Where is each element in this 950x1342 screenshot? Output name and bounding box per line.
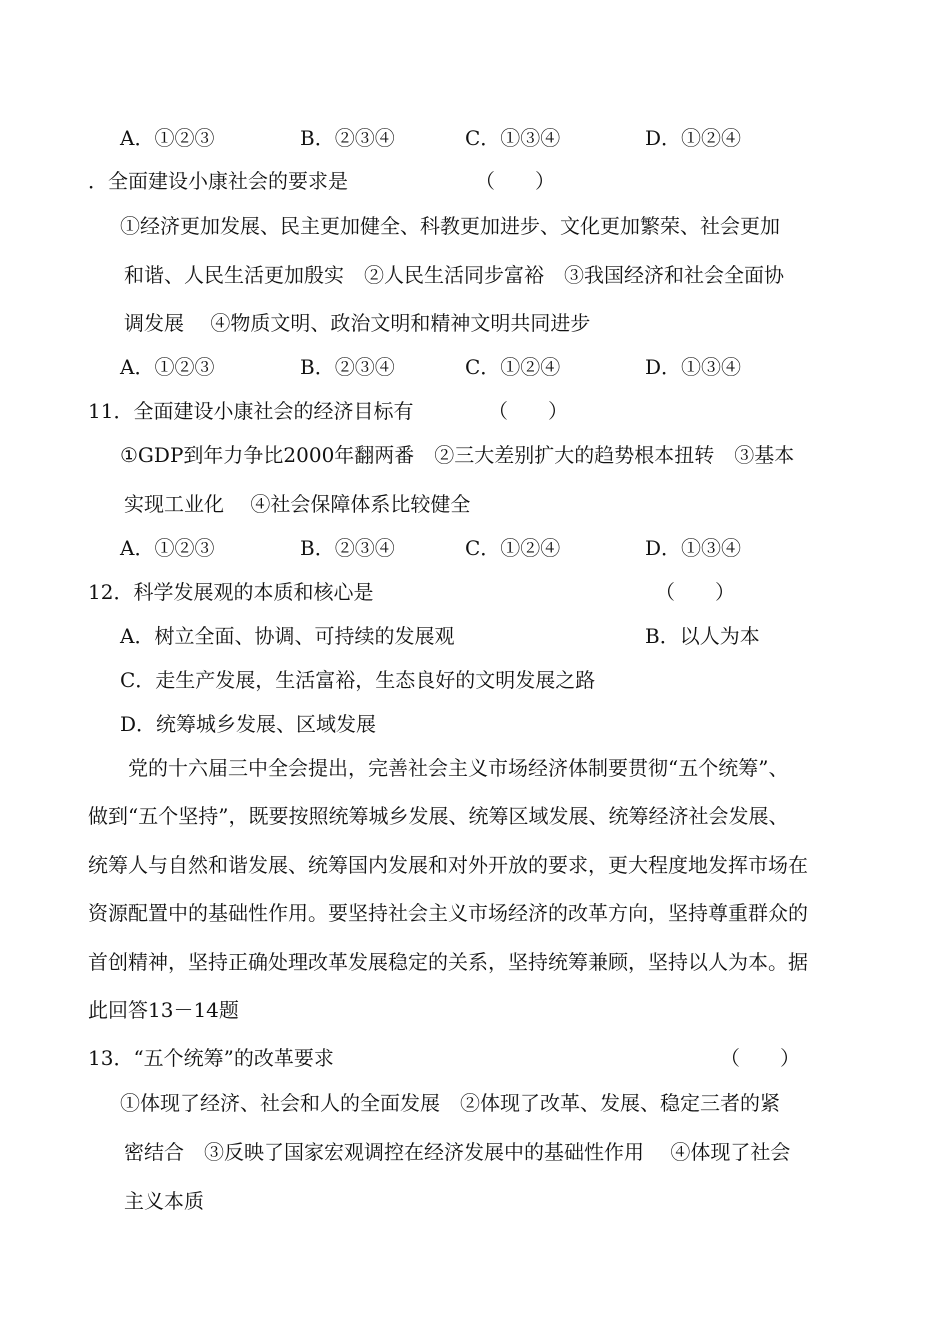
q11-answer-paren: （ ）: [488, 399, 568, 423]
q12-option-a: A．树立全面、协调、可持续的发展观: [120, 624, 455, 648]
q11-line-1: ①GDP到年力争比2000年翻两番 ②三大差别扩大的趋势根本扭转 ③基本: [120, 443, 795, 467]
q10-option-c: C．①②④: [465, 355, 561, 379]
q12-option-b: B．以人为本: [645, 624, 760, 648]
q13-answer-paren: （ ）: [720, 1046, 800, 1070]
q10-line-1: ①经济更加发展、民主更加健全、科教更加进步、文化更加繁荣、社会更加: [120, 214, 780, 238]
q13-stem: 13．“五个统筹”的改革要求: [88, 1046, 334, 1070]
passage-line-3: 统筹人与自然和谐发展、统筹国内发展和对外开放的要求，更大程度地发挥市场在: [88, 853, 808, 877]
q11-stem: 11．全面建设小康社会的经济目标有: [88, 399, 414, 423]
passage-line-4: 资源配置中的基础性作用。要坚持社会主义市场经济的改革方向，坚持尊重群众的: [88, 901, 808, 925]
q11-option-d: D．①③④: [645, 536, 742, 560]
q12-option-d: D．统筹城乡发展、区域发展: [120, 712, 377, 736]
passage-line-6: 此回答13－14题: [88, 998, 239, 1022]
q9-option-a: A．①②③: [120, 126, 215, 150]
q10-line-2: 和谐、人民生活更加殷实 ②人民生活同步富裕 ③我国经济和社会全面协: [124, 263, 784, 287]
q9-option-c: C．①③④: [465, 126, 561, 150]
q9-option-d: D．①②④: [645, 126, 742, 150]
passage-line-2: 做到“五个坚持”，既要按照统筹城乡发展、统筹区域发展、统筹经济社会发展、: [88, 804, 789, 828]
q13-line-3: 主义本质: [124, 1189, 204, 1213]
q11-option-b: B．②③④: [300, 536, 395, 560]
q11-option-c: C．①②④: [465, 536, 561, 560]
q11-option-a: A．①②③: [120, 536, 215, 560]
q12-option-c: C．走生产发展，生活富裕，生态良好的文明发展之路: [120, 668, 596, 692]
q10-option-d: D．①③④: [645, 355, 742, 379]
passage-line-1: 党的十六届三中全会提出，完善社会主义市场经济体制要贯彻“五个统筹”、: [128, 756, 789, 780]
q13-line-1: ①体现了经济、社会和人的全面发展 ②体现了改革、发展、稳定三者的紧: [120, 1091, 780, 1115]
q9-option-b: B．②③④: [300, 126, 395, 150]
q10-stem: ．全面建设小康社会的要求是: [88, 169, 348, 193]
passage-line-5: 首创精神，坚持正确处理改革发展稳定的关系，坚持统筹兼顾，坚持以人为本。据: [88, 950, 808, 974]
q12-answer-paren: （ ）: [655, 580, 735, 604]
q13-line-2: 密结合 ③反映了国家宏观调控在经济发展中的基础性作用 ④体现了社会: [124, 1140, 791, 1164]
q10-line-3: 调发展 ④物质文明、政治文明和精神文明共同进步: [124, 311, 591, 335]
q10-answer-paren: （ ）: [475, 169, 555, 193]
q12-stem: 12．科学发展观的本质和核心是: [88, 580, 374, 604]
q10-option-b: B．②③④: [300, 355, 395, 379]
q11-line-2: 实现工业化 ④社会保障体系比较健全: [124, 492, 471, 516]
q10-option-a: A．①②③: [120, 355, 215, 379]
